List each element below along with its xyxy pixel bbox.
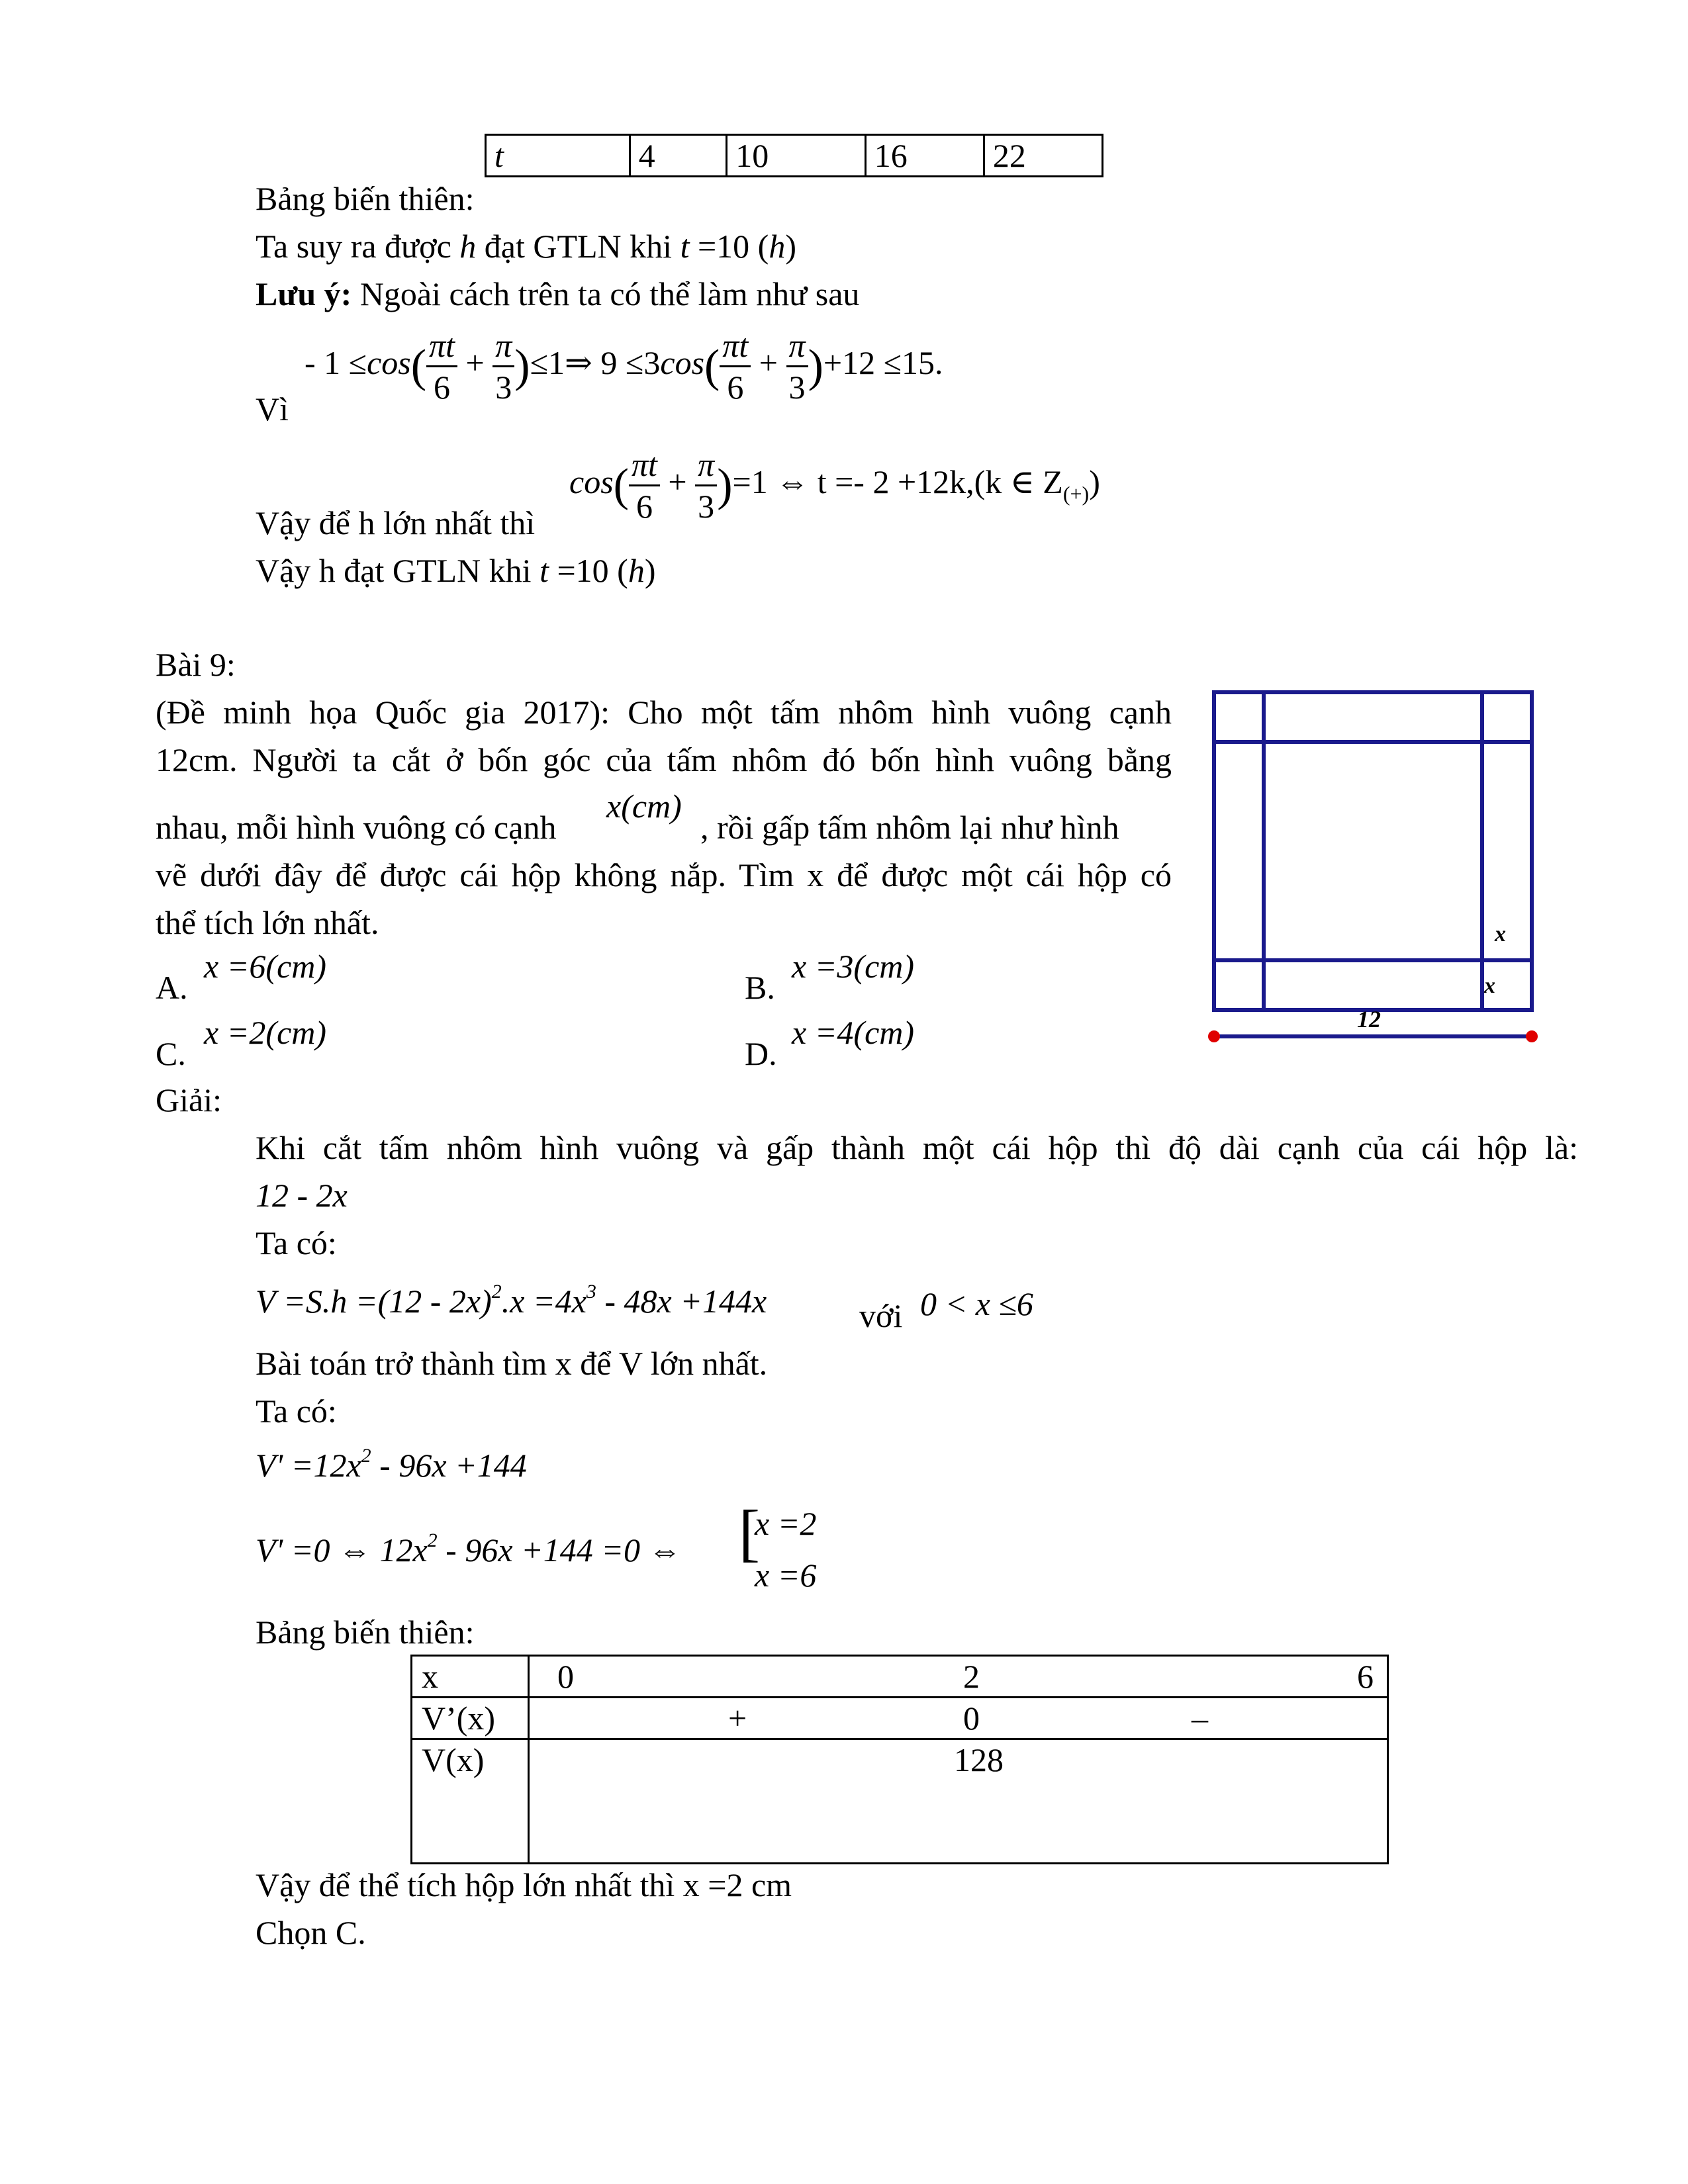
- text: ): [785, 228, 796, 265]
- paren: (: [410, 340, 427, 392]
- text: V' =0 ⇔ 12x: [256, 1531, 428, 1569]
- derivative-equation: [256, 1529, 682, 1570]
- cos: cos: [367, 343, 411, 381]
- top-t-table: [485, 134, 1103, 177]
- var-h: h: [459, 228, 477, 265]
- domain-condition: 0 < x ≤6: [920, 1285, 1033, 1322]
- text: - 96x +144: [371, 1447, 527, 1484]
- numerator: π: [695, 445, 717, 486]
- text: - 1 ≤: [305, 343, 367, 381]
- vi-label: Vì: [256, 390, 289, 428]
- denominator: 6: [635, 488, 653, 525]
- denominator: 3: [495, 369, 512, 406]
- with-text: với: [859, 1297, 903, 1334]
- function-value-cell: [529, 1739, 1388, 1864]
- conclusion-line-2: [256, 551, 656, 590]
- inequality-formula: [305, 326, 943, 407]
- solution-line-5: Bài toán trở thành tìm x để V lớn nhất.: [256, 1345, 768, 1382]
- text: - 48x +144x: [596, 1283, 767, 1320]
- subscript: (+): [1062, 481, 1090, 506]
- option-b-value: x =3(cm): [792, 948, 915, 985]
- cos: cos: [569, 463, 614, 500]
- h-max-line: Vậy để h lớn nhất thì: [256, 504, 536, 541]
- bbt-label-2: Bảng biến thiên:: [256, 1614, 475, 1651]
- table-cell: 16: [865, 135, 984, 177]
- row-label: V’(x): [412, 1698, 529, 1739]
- solution-title: Giải:: [156, 1081, 222, 1118]
- numerator: πt: [720, 326, 751, 367]
- bracket: [: [739, 1497, 760, 1568]
- x-values-cell: [529, 1656, 1388, 1698]
- option-b-label: B.: [745, 969, 775, 1006]
- paren: ): [514, 340, 530, 392]
- var-t: t: [539, 552, 549, 589]
- aluminum-sheet-figure: [1198, 682, 1542, 1052]
- paren: ): [808, 340, 823, 392]
- row-label: V(x): [412, 1739, 529, 1864]
- text: +12 ≤15.: [823, 343, 943, 381]
- paren: (: [613, 459, 629, 511]
- superscript: 2: [427, 1529, 438, 1551]
- numerator: π: [786, 326, 808, 367]
- fraction: [786, 326, 808, 407]
- var-h: h: [628, 552, 645, 589]
- row-label: x: [412, 1656, 529, 1698]
- note-line: [256, 274, 859, 314]
- problem-line-3a: nhau, mỗi hình vuông có cạnh: [156, 809, 557, 846]
- text: V' =12x: [256, 1447, 361, 1484]
- text: ): [644, 552, 656, 589]
- solution-line-2: 12 - 2x: [256, 1177, 348, 1214]
- denominator: 6: [727, 369, 744, 406]
- denominator: 3: [788, 369, 806, 406]
- fraction: [629, 445, 660, 526]
- derivative-sign-cell: [529, 1698, 1388, 1739]
- table-cell: t: [486, 135, 630, 177]
- numerator: πt: [629, 445, 660, 486]
- side-x-cm: x(cm): [606, 788, 682, 825]
- problem-line-3b: , rồi gấp tấm nhôm lại như hình: [700, 809, 1119, 846]
- max-value: 128: [954, 1741, 1004, 1778]
- option-d-label: D.: [745, 1035, 777, 1072]
- paren: ): [717, 459, 733, 511]
- problem-line-4: vẽ dưới đây để được cái hộp không nắp. Tìm x để được một cái hộp có: [156, 856, 1172, 893]
- text: - 96x +144 =0 ⇔: [437, 1531, 682, 1569]
- plus: +: [465, 343, 485, 381]
- text: Vậy h đạt GTLN khi: [256, 552, 540, 589]
- superscript: 2: [361, 1445, 371, 1467]
- x-value: 2: [963, 1658, 980, 1695]
- note-label: Lưu ý:: [256, 275, 352, 312]
- cos: cos: [660, 343, 705, 381]
- text: ): [1089, 463, 1100, 500]
- option-a-label: A.: [156, 969, 188, 1006]
- table-cell: 4: [630, 135, 727, 177]
- problem-line-2: 12cm. Người ta cắt ở bốn góc của tấm nhôm đó bốn hình vuông bằng: [156, 741, 1172, 778]
- text: =10 (: [548, 552, 628, 589]
- dimension-endpoint: [1526, 1030, 1538, 1042]
- numerator: π: [492, 326, 514, 367]
- superscript: 2: [491, 1281, 502, 1302]
- solution-line-6: Ta có:: [256, 1392, 337, 1430]
- table-cell: 10: [727, 135, 865, 177]
- option-c-label: C.: [156, 1035, 186, 1072]
- solution-line-3: Ta có:: [256, 1224, 337, 1261]
- text: V =S.h =(12 - 2x): [256, 1283, 492, 1320]
- x-value: 0: [557, 1658, 574, 1695]
- plus: +: [759, 343, 778, 381]
- table-cell: 22: [984, 135, 1102, 177]
- var-t: t: [680, 228, 690, 265]
- text: =1 ⇔ t =- 2 +12k,(k ∈ Z: [732, 463, 1063, 500]
- plus: +: [668, 463, 687, 500]
- dimension-endpoint: [1208, 1030, 1220, 1042]
- problem-title: Bài 9:: [156, 646, 236, 683]
- volume-formula: [256, 1280, 767, 1321]
- text: đạt GTLN khi: [476, 228, 680, 265]
- side-length-label: 12: [1357, 1006, 1381, 1032]
- fraction: [720, 326, 751, 407]
- problem-line-1: (Đề minh họa Quốc gia 2017): Cho một tấm nhôm hình vuông cạnh: [156, 694, 1172, 731]
- x-label: x: [1495, 922, 1506, 946]
- bbt-label: Bảng biến thiên:: [256, 180, 475, 217]
- sign-value: 0: [963, 1700, 980, 1737]
- final-conclusion: Vậy để thể tích hộp lớn nhất thì x =2 cm: [256, 1866, 792, 1903]
- x-value: 6: [1357, 1658, 1374, 1695]
- derivative-formula: [256, 1444, 527, 1485]
- text: .x =4x: [501, 1283, 586, 1320]
- var-h: h: [769, 228, 786, 265]
- cos-equation: [569, 445, 1100, 526]
- variation-table: [410, 1655, 1389, 1864]
- solution-line-1: Khi cắt tấm nhôm hình vuông và gấp thành một cái hộp thì độ dài cạnh của cái hộp là:: [256, 1129, 1578, 1166]
- problem-line-5: thể tích lớn nhất.: [156, 904, 379, 941]
- fraction: [426, 326, 457, 407]
- option-a-value: x =6(cm): [204, 948, 327, 985]
- fraction: [695, 445, 717, 526]
- option-d-value: x =4(cm): [792, 1014, 915, 1051]
- denominator: 3: [698, 488, 715, 525]
- text: =10 (: [689, 228, 769, 265]
- sign-value: +: [728, 1700, 747, 1737]
- option-c-value: x =2(cm): [204, 1014, 327, 1051]
- fraction: [492, 326, 514, 407]
- superscript: 3: [586, 1281, 596, 1302]
- text: ≤1⇒ 9 ≤3: [530, 343, 661, 381]
- text: Ta suy ra được: [256, 228, 460, 265]
- final-choice: Chọn C.: [256, 1914, 366, 1951]
- root-1: x =2: [755, 1505, 817, 1542]
- note-text: Ngoài cách trên ta có thể làm như sau: [352, 275, 860, 312]
- sign-value: –: [1192, 1700, 1208, 1737]
- x-label: x: [1484, 974, 1495, 998]
- denominator: 6: [434, 369, 451, 406]
- root-2: x =6: [755, 1557, 817, 1594]
- paren: (: [704, 340, 720, 392]
- conclusion-line-1: [256, 226, 796, 266]
- numerator: πt: [426, 326, 457, 367]
